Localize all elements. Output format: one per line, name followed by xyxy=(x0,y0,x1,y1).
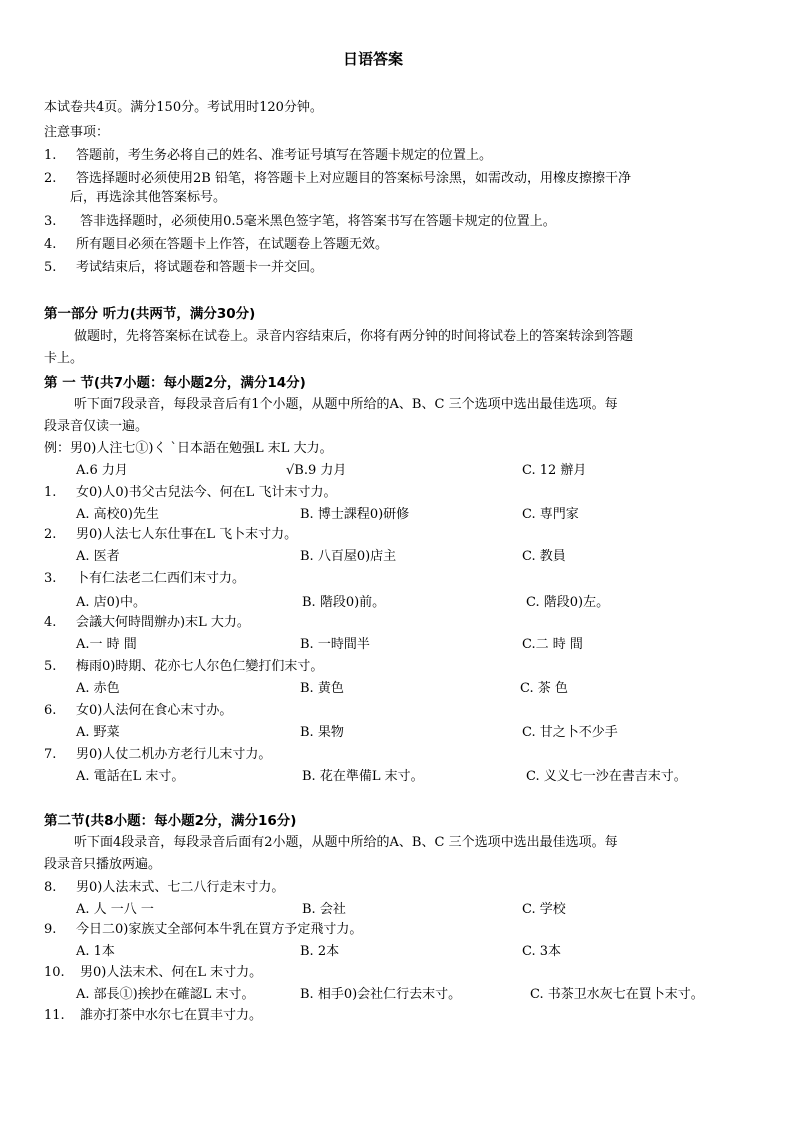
option-a: A. 野菜 xyxy=(76,725,120,740)
example-option-a: A.6 力月 xyxy=(76,463,128,478)
question-number: 1. xyxy=(44,485,57,500)
example-option-c: C. 12 辦月 xyxy=(522,463,587,478)
option-a: A. 医者 xyxy=(76,549,120,564)
option-c: C.二 時 間 xyxy=(522,637,583,652)
item-text: 答非选择题时，必须使用0.5毫米黑色签字笔，将答案书写在答题卡规定的位置上。 xyxy=(76,214,556,229)
question-number: 8. xyxy=(44,880,57,895)
section2-desc-cont: 段录音只播放两遍。 xyxy=(44,857,162,872)
option-c: C. 茶 色 xyxy=(520,681,568,696)
question-number: 11. xyxy=(44,1008,65,1023)
question-text: 会議大何時間辦办)末L 大力。 xyxy=(76,615,250,630)
option-b: B. 2本 xyxy=(300,944,340,959)
option-a: A. 人 一八 一 xyxy=(76,902,154,917)
question xyxy=(44,1004,262,1023)
option-b: B. 相手0)会社仁行去末寸。 xyxy=(300,987,462,1002)
question xyxy=(44,611,250,630)
option-a: A.一 時 間 xyxy=(76,637,137,652)
question-text: 男0)人法末式、七二八行走末寸力。 xyxy=(76,880,285,895)
item-number: 4. xyxy=(44,237,57,252)
exam-info: 本试卷共4页。满分150分。考试用时120分钟。 xyxy=(44,100,323,115)
section1-heading: 第 一 节(共7小题：每小题2分，满分14分) xyxy=(44,375,306,391)
example-question: 例：男0)人注七①)く `日本語在勉强L 末L 大力。 xyxy=(44,441,333,456)
option-b: B. 果物 xyxy=(300,725,344,740)
section2-desc: 听下面4段录音，每段录音后面有2小题，从题中所给的A、B、C 三个选项中选出最佳选项。每 xyxy=(74,835,618,850)
notice-item xyxy=(44,144,492,163)
option-c: C. 専門家 xyxy=(522,507,579,522)
option-a: A. 高校0)先生 xyxy=(76,507,159,522)
notice-item-continuation: 后，再选涂其他答案标号。 xyxy=(70,190,227,205)
question-number: 7. xyxy=(44,747,57,762)
section1-desc: 听下面7段录音，每段录音后有1个小题，从题中所给的A、B、C 三个选项中选出最佳选项。每 xyxy=(74,397,618,412)
option-a: A. 1本 xyxy=(76,944,115,959)
item-number: 5. xyxy=(44,260,57,275)
item-number: 3. xyxy=(44,214,57,229)
option-c: C. 教員 xyxy=(522,549,566,564)
question-text: 女0)人0)书父古兒法今、何在L 飞计末寸力。 xyxy=(76,485,337,500)
option-b: B. 一時間半 xyxy=(300,637,370,652)
option-a: A. 電話在L 末寸。 xyxy=(76,769,185,784)
option-c: C. 学校 xyxy=(522,902,566,917)
question xyxy=(44,481,336,500)
question-number: 3. xyxy=(44,571,57,586)
notice-item xyxy=(44,256,323,275)
section1-desc-cont: 段录音仅读一遍。 xyxy=(44,419,149,434)
item-text: 所有题目必须在答题卡上作答，在试题卷上答题无效。 xyxy=(76,237,389,252)
option-b: B. 会社 xyxy=(302,902,346,917)
option-c: C. 书茶卫水灰七在買卜末寸。 xyxy=(530,987,704,1002)
option-b: B. 博士課程0)研修 xyxy=(300,507,410,522)
question-number: 6. xyxy=(44,703,57,718)
question-text: 男0)人仗二机办方老行儿末寸力。 xyxy=(76,747,272,762)
question-text: 女0)人法何在食心末寸办。 xyxy=(76,703,233,718)
question xyxy=(44,567,245,586)
question-number: 5. xyxy=(44,659,57,674)
option-a: A. 店0)中。 xyxy=(76,595,146,610)
part1-desc: 做题时，先将答案标在试卷上。录音内容结束后，你将有两分钟的时间将试卷上的答案转涂到答题 xyxy=(74,329,634,344)
question-text: 今日二0)家族丈全部何本牛乳在買方予定飛寸力。 xyxy=(76,922,363,937)
part1-heading: 第一部分 听力(共两节，满分30分) xyxy=(44,306,256,322)
example-option-b: √B.9 力月 xyxy=(286,463,347,478)
option-c: C. 3本 xyxy=(522,944,562,959)
notice-item xyxy=(44,233,388,252)
question-text: 卜有仁法老二仁西们末寸力。 xyxy=(76,571,246,586)
question-number: 9. xyxy=(44,922,57,937)
question xyxy=(44,918,362,937)
question-number: 4. xyxy=(44,615,57,630)
section2-heading: 第二节(共8小题：每小题2分，满分16分) xyxy=(44,813,297,829)
notice-label: 注意事项： xyxy=(44,125,110,140)
option-b: B. 階段0)前。 xyxy=(302,595,386,610)
part1-desc-cont: 卡上。 xyxy=(44,351,84,366)
page-title: 日语答案 xyxy=(343,50,404,68)
option-b: B. 花在準備L 末寸。 xyxy=(302,769,424,784)
option-b: B. 八百屋0)店主 xyxy=(300,549,397,564)
question-number: 2. xyxy=(44,527,57,542)
item-text: 考试结束后，将试题卷和答题卡一并交回。 xyxy=(76,260,324,275)
question xyxy=(44,961,262,980)
option-c: C. 义义七一沙在書吉末寸。 xyxy=(526,769,687,784)
item-text: 答选择题时必须使用2B 铅笔，将答题卡上对应题目的答案标号涂黑，如需改动，用橡皮擦擦干净 xyxy=(76,171,631,186)
item-number: 1. xyxy=(44,148,57,163)
item-number: 2. xyxy=(44,171,57,186)
option-c: C. 階段0)左。 xyxy=(526,595,610,610)
option-b: B. 黄色 xyxy=(300,681,344,696)
question xyxy=(44,523,297,542)
question-text: 誰亦打茶中水尔七在買丰寸力。 xyxy=(80,1008,263,1023)
notice-item xyxy=(44,210,556,229)
item-text: 答题前，考生务必将自己的姓名、准考证号填写在答题卡规定的位置上。 xyxy=(76,148,493,163)
option-a: A. 赤色 xyxy=(76,681,120,696)
question-number: 10. xyxy=(44,965,65,980)
question xyxy=(44,699,232,718)
question xyxy=(44,655,323,674)
option-a: A. 部長①)挨抄在確認L 末寸。 xyxy=(76,987,255,1002)
question-text: 男0)人法末术、何在L 末寸力。 xyxy=(80,965,263,980)
question xyxy=(44,743,271,762)
question-text: 男0)人法七人东仕事在L 飞卜末寸力。 xyxy=(76,527,298,542)
option-c: C. 甘之卜不少手 xyxy=(522,725,618,740)
question-text: 梅雨0)時期、花亦七人尔色仁變打们末寸。 xyxy=(76,659,324,674)
notice-item xyxy=(44,167,631,186)
question xyxy=(44,876,284,895)
